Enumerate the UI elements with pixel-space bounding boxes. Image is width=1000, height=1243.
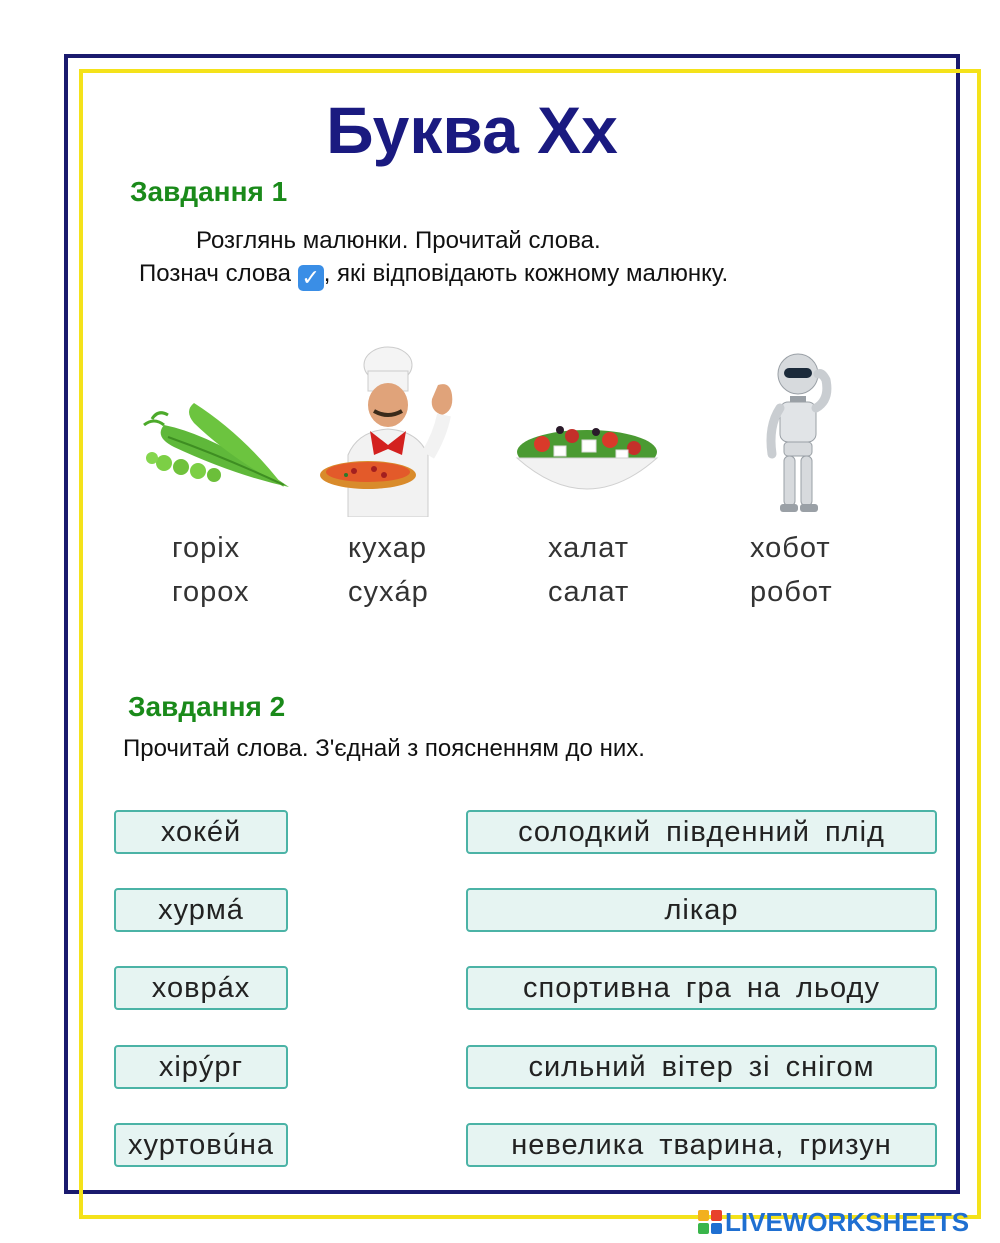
robot-icon (760, 350, 840, 515)
word-option[interactable]: робот (750, 576, 833, 608)
salad-icon (512, 400, 662, 515)
match-word-box[interactable]: хурмá (114, 888, 288, 932)
word-option[interactable]: кухар (348, 532, 427, 564)
peas-icon (134, 395, 294, 495)
task1-instruction-line2 (139, 260, 728, 291)
word-option[interactable]: горох (172, 576, 250, 608)
word-option[interactable]: халат (548, 532, 629, 564)
task1-instruction-line1: Розглянь малюнки. Прочитай слова. (196, 227, 601, 254)
match-definition-box[interactable]: невелика тварина, гризун (466, 1123, 937, 1167)
match-definition-box[interactable]: сильний вітер зі снігом (466, 1045, 937, 1089)
word-option[interactable]: хобот (750, 532, 831, 564)
checkmark-icon: ✓ (298, 265, 324, 291)
word-option[interactable]: салат (548, 576, 630, 608)
instruction-text-before: Познач слова (139, 260, 292, 287)
task1-heading: Завдання 1 (130, 176, 288, 207)
match-word-box[interactable]: хуртовúна (114, 1123, 288, 1167)
liveworksheets-brand[interactable] (698, 1207, 969, 1237)
match-word-box[interactable]: хірýрг (114, 1045, 288, 1089)
liveworksheets-logo-icon (698, 1210, 722, 1234)
task2-instruction: Прочитай слова. З'єднай з поясненням до них. (123, 735, 645, 762)
word-option[interactable]: горіх (172, 532, 241, 564)
word-option[interactable]: сухáр (348, 576, 429, 608)
match-definition-box[interactable]: лікар (466, 888, 937, 932)
instruction-text-after: , які відповідають кожному малюнку. (323, 260, 729, 287)
match-definition-box[interactable]: спортивна гра на льоду (466, 966, 937, 1010)
match-word-box[interactable]: ховрáх (114, 966, 288, 1010)
match-word-box[interactable]: хокéй (114, 810, 288, 854)
chef-icon (318, 345, 478, 517)
page-title: Буква Хх (326, 93, 618, 167)
match-definition-box[interactable]: солодкий південний плід (466, 810, 937, 854)
task2-heading: Завдання 2 (128, 691, 286, 722)
brand-name: LIVEWORKSHEETS (725, 1206, 970, 1237)
